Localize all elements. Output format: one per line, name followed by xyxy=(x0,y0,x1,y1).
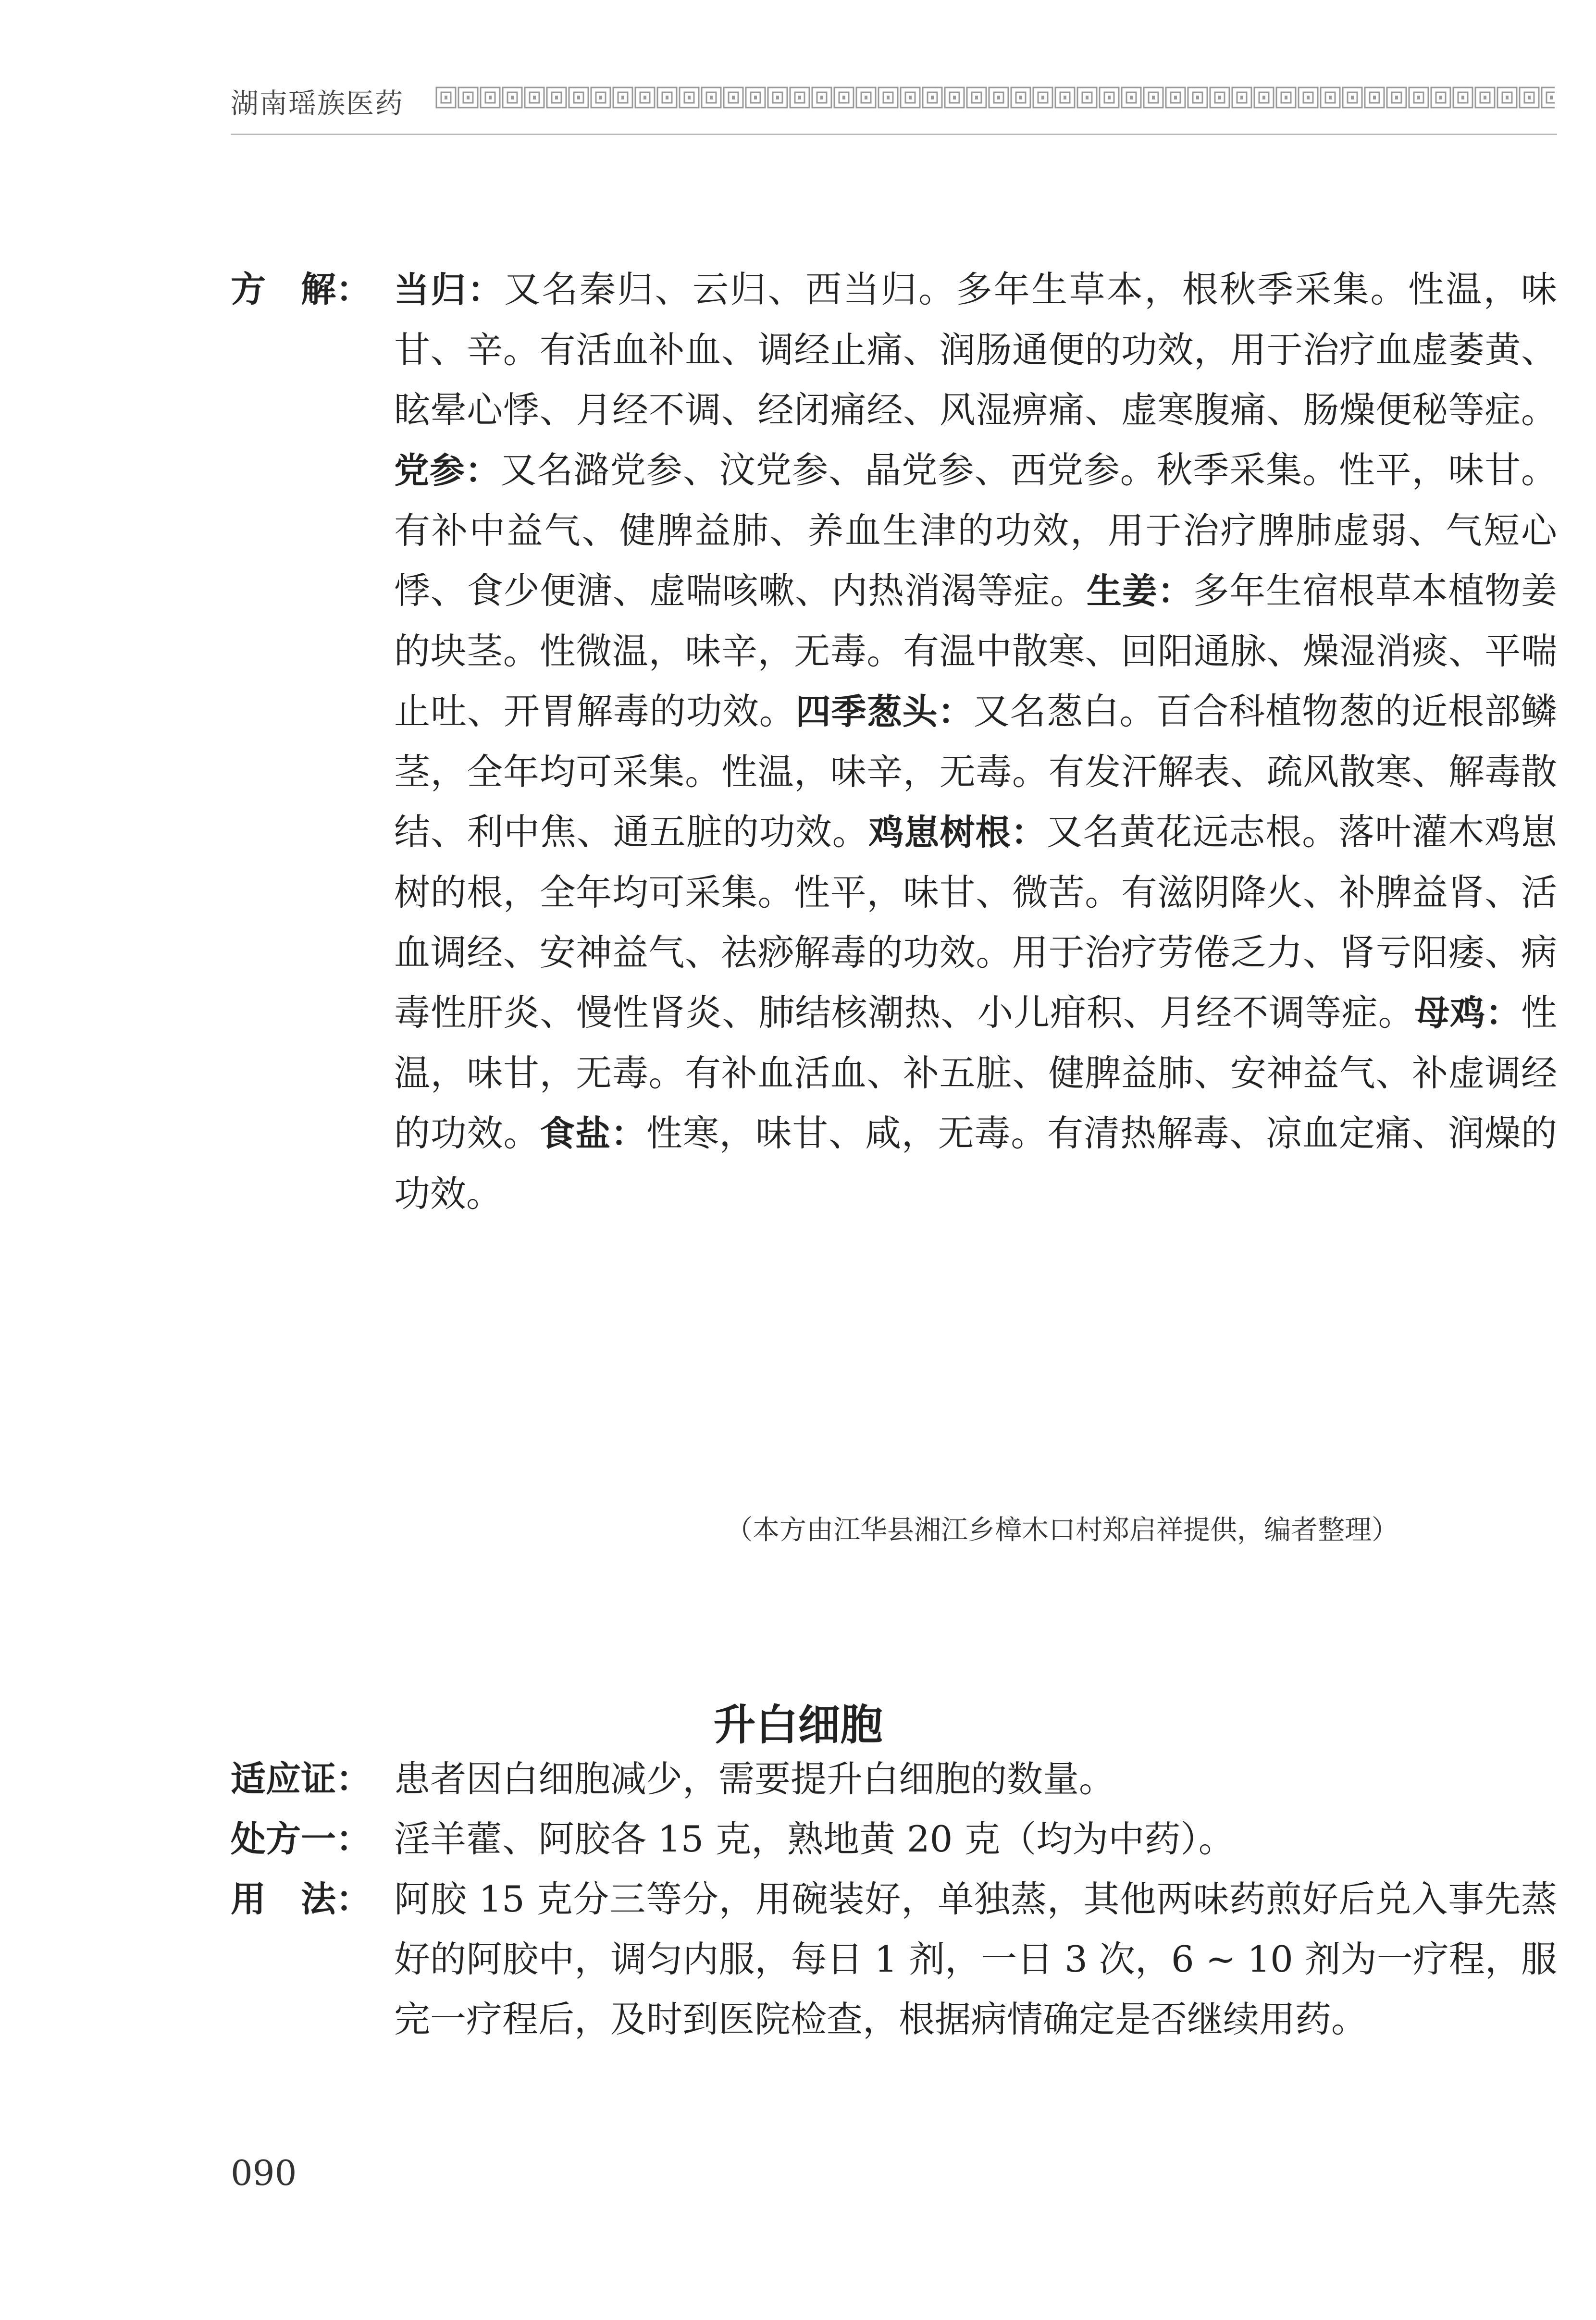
decorative-pattern-band xyxy=(435,85,1555,111)
herb-name-muji: 母鸡： xyxy=(1414,993,1521,1034)
herb-name-shengjiang: 生姜： xyxy=(1086,571,1193,612)
indication-label: 适应证： xyxy=(231,1759,371,1800)
indication-text: 患者因白细胞减少，需要提升白细胞的数量。 xyxy=(394,1758,1115,1800)
usage-text: 阿胶 15 克分三等分，用碗装好，单独蒸，其他两味药煎好后兑入事先蒸好的阿胶中，调匀内服，每日 1 剂，一日 3 次，6 ~ 10 剂为一疗程，服完一疗程后，及时到医院检查，根据病情确定是否继续用药。 xyxy=(394,1878,1557,2040)
herb-desc-shiyan: 性寒，味甘、咸，无毒。有清热解毒、凉血定痛、润燥的功效。 xyxy=(394,1112,1557,1215)
herb-name-danggui: 当归： xyxy=(394,270,505,310)
prescription-text: 淫羊藿、阿胶各 15 克，熟地黄 20 克（均为中药）。 xyxy=(394,1818,1235,1860)
herb-name-dangshen: 党参： xyxy=(394,450,501,491)
herb-desc-danggui: 又名秦归、云归、西当归。多年生草本，根秋季采集。性温，味甘、辛。有活血补血、调经止痛、润肠通便的功效，用于治疗血虚萎黄、眩晕心悸、月经不调、经闭痛经、风湿痹痛、虚寒腹痛、肠燥便秘等症。 xyxy=(394,268,1557,431)
herb-desc-muji: 性温，味甘，无毒。有补血活血、补五脏、健脾益肺、安神益气、补虚调经的功效。 xyxy=(394,991,1557,1154)
running-header xyxy=(231,81,1557,134)
herb-desc-jizaishugen: 又名黄花远志根。落叶灌木鸡崽树的根，全年均可采集。性平，味甘、微苦。有滋阴降火、补脾益肾、活血调经、安神益气、祛痧解毒的功效。用于治疗劳倦乏力、肾亏阳痿、病毒性肝炎、慢性肾炎、肺结核潮热、小儿疳积、月经不调等症。 xyxy=(394,811,1557,1034)
source-note: （本方由江华县湘江乡樟木口村郑启祥提供，编者整理） xyxy=(726,1515,1398,1546)
prescription-label: 处方一： xyxy=(231,1819,371,1860)
book-title: 湖南瑶族医药 xyxy=(231,87,404,120)
herb-desc-shengjiang: 多年生宿根草本植物姜的块茎。性微温，味辛，无毒。有温中散寒、回阳通脉、燥湿消痰、平喘止吐、开胃解毒的功效。 xyxy=(394,569,1557,732)
section-title: 升白细胞 xyxy=(713,1700,883,1750)
fangjie-content xyxy=(394,259,1557,1224)
usage-label: 用 法： xyxy=(231,1879,371,1920)
herb-name-congtou: 四季葱头： xyxy=(795,691,974,732)
header-divider xyxy=(231,134,1557,135)
herb-name-shiyan: 食盐： xyxy=(540,1113,646,1154)
herb-desc-congtou: 又名葱白。百合科植物葱的近根部鳞茎，全年均可采集。性温，味辛，无毒。有发汗解表、疏风散寒、解毒散结、利中焦、通五脏的功效。 xyxy=(394,690,1557,853)
page-number: 090 xyxy=(231,2153,297,2193)
fangjie-label: 方 解： xyxy=(231,269,371,310)
herb-desc-dangshen: 又名潞党参、汶党参、晶党参、西党参。秋季采集。性平，味甘。有补中益气、健脾益肺、养血生津的功效，用于治疗脾肺虚弱、气短心悸、食少便溏、虚喘咳嗽、内热消渴等症。 xyxy=(394,449,1557,612)
herb-name-jizaishugen: 鸡崽树根： xyxy=(868,812,1047,853)
